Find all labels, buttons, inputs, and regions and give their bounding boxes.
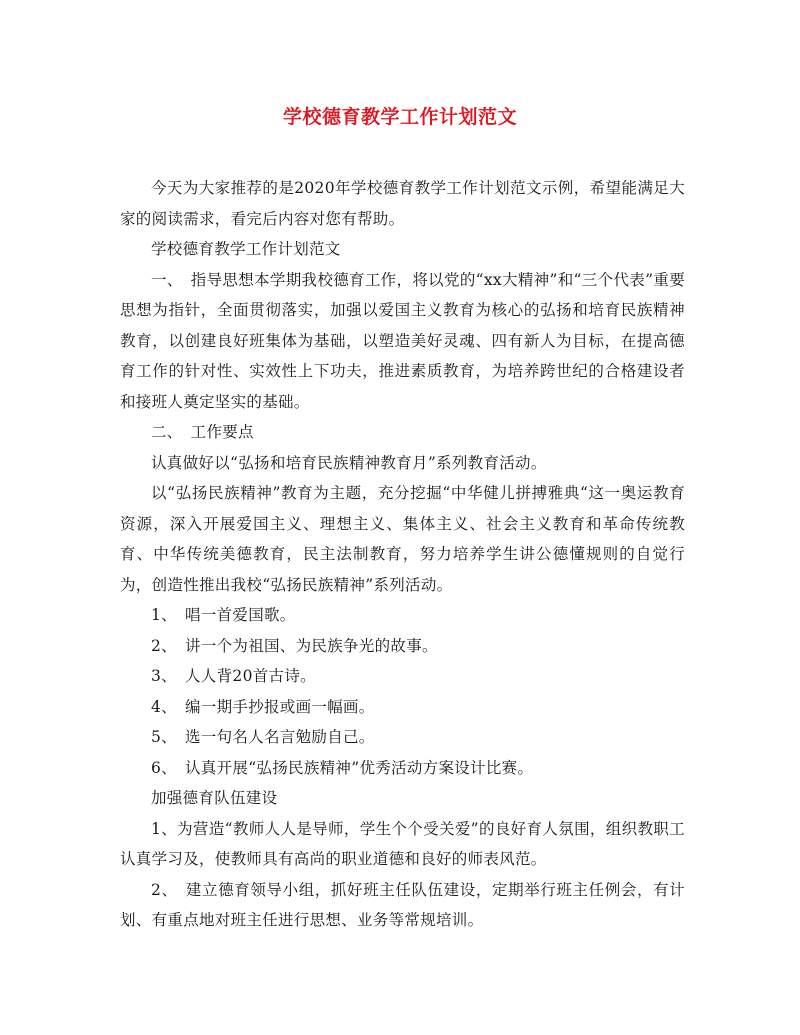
paragraph-national-spirit: 以“弘扬民族精神”教育为主题，充分挖掘“中华健儿拼搏雅典“这一奥运教育资源，深入开展爱国主义、理想主义、集体主义、社会主义教育和革命传统教育、中华传统美德教育，民主法制教育，努力培养学生讲公德懂规则的自觉行为，创造性推出我校“弘扬民族精神”系列活动。 [120,484,685,594]
list-item-5: 5、 选一句名人名言勉励自己。 [151,728,375,746]
paragraph-guiding-ideology: 一、 指导思想本学期我校德育工作，将以党的“xx大精神”和“三个代表”重要思想为指针，全面贯彻落实，加强以爱国主义教育为核心的弘扬和培育民族精神教育，以创建良好班集体为基础，以塑造美好灵魂、四有新人为目标，在提高德育工作的针对性、实效性上下功夫，推进素质教育，为培养跨世纪的合格建设者和接班人奠定坚实的基础。 [120,270,685,411]
list-item-6: 6、 认真开展“弘扬民族精神”优秀活动方案设计比赛。 [151,758,534,777]
paragraph-education-month: 认真做好以“弘扬和培育民族精神教育月”系列教育活动。 [151,453,547,472]
list-item-1: 1、 唱一首爱国歌。 [151,606,296,624]
list-item-4: 4、 编一期手抄报或画一幅画。 [151,697,375,716]
list-item-2: 2、 讲一个为祖国、为民族争光的故事。 [151,636,438,655]
paragraph-work-points-heading: 二、 工作要点 [151,423,254,441]
paragraph-team-item-2: 2、 建立德育领导小组，抓好班主任队伍建设，定期举行班主任例会，有计划、有重点地对班主任进行思想、业务等常规培训。 [120,880,685,929]
paragraph-team-building-heading: 加强德育队伍建设 [151,789,278,807]
paragraph-subtitle: 学校德育教学工作计划范文 [151,240,341,258]
list-item-3: 3、 人人背20首古诗。 [151,667,316,685]
document-title: 学校德育教学工作计划范文 [282,106,517,128]
paragraph-intro: 今天为大家推荐的是2020年学校德育教学工作计划范文示例，希望能满足大家的阅读需求，看完后内容对您有帮助。 [120,179,685,228]
paragraph-team-item-1: 1、为营造“教师人人是导师，学生个个受关爱”的良好育人氛围，组织教职工认真学习及，使教师具有高尚的职业道德和良好的师表风范。 [120,819,685,868]
document-body [120,173,685,936]
